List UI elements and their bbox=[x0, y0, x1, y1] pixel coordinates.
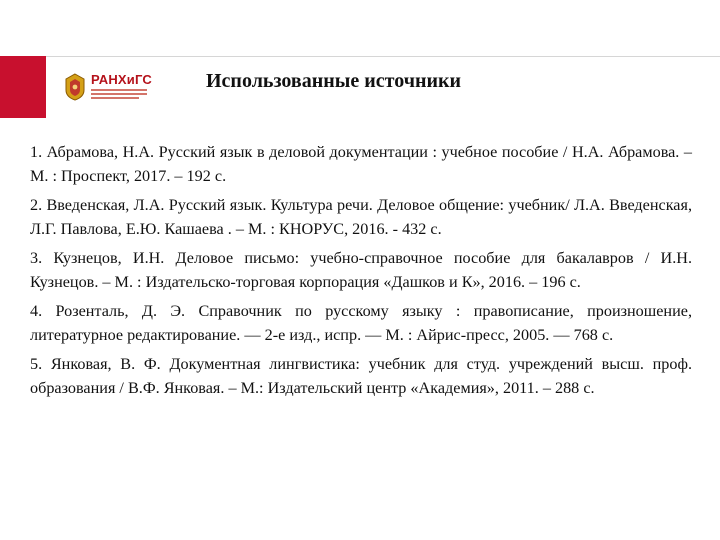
sources-list bbox=[30, 140, 692, 405]
source-item-1: 1. Абрамова, Н.А. Русский язык в деловой документации : учебное пособие / Н.А. Абрамова. – М. : Проспект, 2017. – 192 с. bbox=[30, 143, 692, 185]
source-item-5: 5. Янковая, В. Ф. Документная лингвистика: учебник для студ. учреждений высш. проф. образования / В.Ф. Янковая. – М.: Издательский центр «Академия», 2011. – 288 с. bbox=[30, 355, 692, 397]
page-title: Использованные источники bbox=[206, 70, 462, 92]
logo-name: РАНХиГС bbox=[91, 72, 152, 87]
source-item-3: 3. Кузнецов, И.Н. Деловое письмо: учебно-справочное пособие для бакалавров / И.Н. Кузнецов. – М. : Издательско-торговая корпорация «Дашков и К», 2016. – 196 с. bbox=[30, 249, 692, 291]
emblem-icon bbox=[64, 72, 86, 102]
source-item-4: 4. Розенталь, Д. Э. Справочник по русскому языку : правописание, произношение, литературное редактирование. — 2-е изд., испр. — М. : Айрис-пресс, 2005. — 768 с. bbox=[30, 302, 692, 344]
accent-bar bbox=[0, 56, 46, 118]
header-divider bbox=[46, 56, 720, 57]
source-item-2: 2. Введенская, Л.А. Русский язык. Культура речи. Деловое общение: учебник/ Л.А. Введенская, Л.Г. Павлова, Е.Ю. Кашаева . – М. : КНОРУС, 2016. - 432 с. bbox=[30, 196, 692, 238]
ranepa-logo bbox=[64, 70, 152, 104]
logo-subtitle-lines bbox=[91, 89, 152, 101]
